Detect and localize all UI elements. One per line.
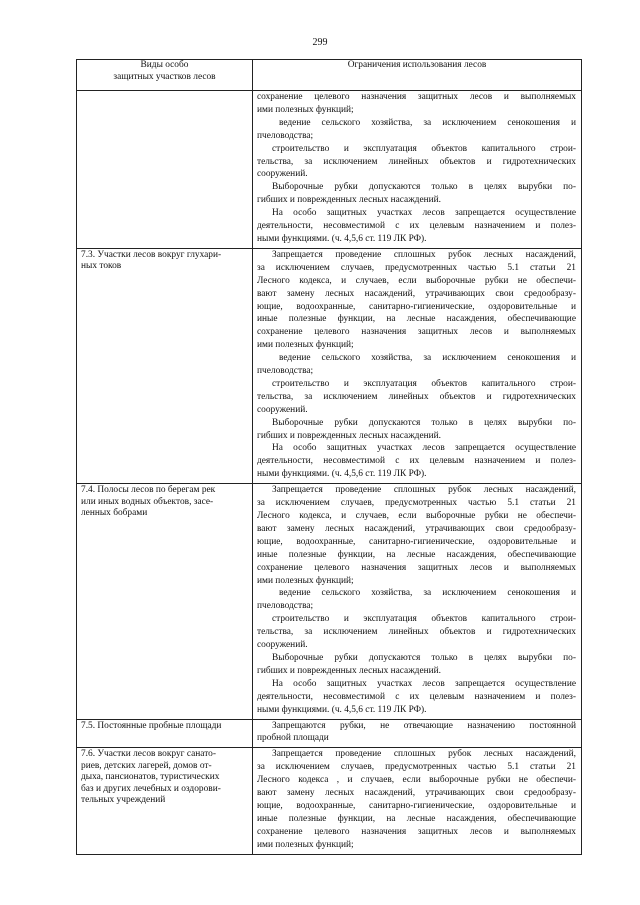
restriction-line: гибших и поврежденных лесных насаждений. <box>257 195 442 206</box>
restriction-cell <box>253 91 582 249</box>
restriction-line: ными функциями. (ч. 4,5,6 ст. 119 ЛК РФ). <box>257 469 427 480</box>
area-type-line: 7.3. Участки лесов вокруг глухари- <box>81 249 222 260</box>
header-col1-line: Виды особо <box>140 60 189 70</box>
restrictions-table <box>76 59 582 855</box>
area-type-line: 7.6. Участки лесов вокруг санато- <box>81 749 216 760</box>
restriction-line: Лесного кодекса, и случаев, если выборочные рубки не обеспечи- <box>257 275 576 286</box>
restriction-line: сохранение целевого назначения защитных лесов и выполняемых <box>257 562 576 573</box>
restriction-line: ведение сельского хозяйства, за исключением сенокошения и <box>279 117 576 128</box>
restriction-line: Запрещается проведение сплошных рубок лесных насаждений, <box>272 749 576 760</box>
restriction-line: строительство и эксплуатация объектов капитального строи- <box>272 378 576 389</box>
restriction-line: вают замену лесных насаждений, утрачивающих свои средообразу- <box>257 788 576 799</box>
restriction-line: Запрещается проведение сплошных рубок лесных насаждений, <box>272 249 576 260</box>
restriction-line: тельства, за исключением линейных объектов и гидротехнических <box>257 391 576 402</box>
restriction-line: ющие, водоохранные, санитарно-гигиенические, оздоровительные и <box>257 301 576 312</box>
restriction-line: ными функциями. (ч. 4,5,6 ст. 119 ЛК РФ). <box>257 233 427 244</box>
restriction-line: за исключением случаев, предусмотренных частью 5.1 статьи 21 <box>257 498 576 509</box>
restriction-line: иные полезные функции, на лесные насаждения, обеспечивающие <box>257 813 576 824</box>
restriction-line: ими полезных функций; <box>257 340 354 351</box>
restriction-line: сохранение целевого назначения защитных лесов и выполняемых <box>257 92 576 102</box>
area-type-line: риев, детских лагерей, домов от- <box>81 760 212 771</box>
restriction-cell <box>253 484 582 719</box>
header-protective-areas <box>77 60 253 91</box>
restriction-line: строительство и эксплуатация объектов капитального строи- <box>272 614 576 625</box>
restriction-line: ными функциями. (ч. 4,5,6 ст. 119 ЛК РФ). <box>257 704 427 715</box>
restriction-line: иные полезные функции, на лесные насаждения, обеспечивающие <box>257 549 576 560</box>
restriction-line: гибших и поврежденных лесных насаждений. <box>257 665 442 676</box>
restriction-line: На особо защитных участках лесов запрещается осуществление <box>272 678 576 689</box>
page-number: 299 <box>312 37 328 48</box>
restriction-line: иные полезные функции, на лесные насаждения, обеспечивающие <box>257 314 576 325</box>
restriction-line: Выборочные рубки допускаются только в целях вырубки по- <box>272 652 576 663</box>
area-type-line: ленных бобрами <box>81 508 148 519</box>
area-type-line: баз и других лечебных и оздорови- <box>81 783 221 794</box>
restriction-line: пчеловодства; <box>257 601 314 612</box>
restriction-line: сохранение целевого назначения защитных лесов и выполняемых <box>257 327 576 338</box>
header-restrictions: Ограничения использования лесов <box>253 60 582 91</box>
table-row <box>77 484 582 719</box>
table-row <box>77 248 582 483</box>
restriction-line: ими полезных функций; <box>257 104 354 115</box>
table-row <box>77 91 582 249</box>
restriction-line: ими полезных функций; <box>257 839 354 850</box>
restriction-line: деятельности, несовместимой с их целевым назначением и полез- <box>257 221 576 232</box>
restriction-line: Запрещается проведение сплошных рубок лесных насаждений, <box>272 485 576 496</box>
restriction-line: ющие, водоохранные, санитарно-гигиенические, оздоровительные и <box>257 536 576 547</box>
restriction-line: сооружений. <box>257 169 308 180</box>
restriction-line: деятельности, несовместимой с их целевым назначением и полез- <box>257 456 576 467</box>
restriction-line: ими полезных функций; <box>257 575 354 586</box>
restriction-line: ющие, водоохранные, санитарно-гигиенические, оздоровительные и <box>257 800 576 811</box>
table-row <box>77 719 582 748</box>
restriction-line: тельства, за исключением линейных объектов и гидротехнических <box>257 156 576 167</box>
restriction-line: сооружений. <box>257 640 308 651</box>
restriction-line: пчеловодства; <box>257 130 314 141</box>
restriction-cell <box>253 748 582 854</box>
restriction-cell <box>253 719 582 748</box>
area-type-line: 7.4. Полосы лесов по берегам рек <box>81 485 216 496</box>
area-type-cell <box>77 484 253 719</box>
restriction-line: Выборочные рубки допускаются только в целях вырубки по- <box>272 182 576 193</box>
restriction-line: вают замену лесных насаждений, утрачивающих свои средообразу- <box>257 523 576 534</box>
table-header-row <box>77 60 582 91</box>
restriction-line: ведение сельского хозяйства, за исключением сенокошения и <box>279 353 576 364</box>
header-col1-line: защитных участков лесов <box>113 71 216 82</box>
restriction-line: пчеловодства; <box>257 366 314 377</box>
area-type-line: или иных водных объектов, засе- <box>81 496 214 507</box>
restriction-line: пробной площади <box>257 733 329 744</box>
restriction-line: Лесного кодекса , и случаев, если выборочные рубки не обеспечи- <box>257 775 576 786</box>
area-type-cell <box>77 248 253 483</box>
restriction-line: за исключением случаев, предусмотренных частью 5.1 статьи 21 <box>257 762 576 773</box>
restriction-line: строительство и эксплуатация объектов капитального строи- <box>272 143 576 154</box>
restriction-line: гибших и поврежденных лесных насаждений. <box>257 430 442 441</box>
restriction-line: ведение сельского хозяйства, за исключением сенокошения и <box>279 588 576 599</box>
area-type-line: ных токов <box>81 261 122 272</box>
table-row <box>77 748 582 854</box>
restriction-cell <box>253 248 582 483</box>
area-type-cell <box>77 91 253 249</box>
area-type-line: дыха, пансионатов, туристических <box>81 772 220 783</box>
restriction-line: сохранение целевого назначения защитных лесов и выполняемых <box>257 826 576 837</box>
restriction-line: Запрещаются рубки, не отвечающие назначению постоянной <box>272 720 576 731</box>
restriction-line: На особо защитных участках лесов запрещается осуществление <box>272 208 576 219</box>
restriction-line: На особо защитных участках лесов запрещается осуществление <box>272 443 576 454</box>
restriction-line: за исключением случаев, предусмотренных частью 5.1 статьи 21 <box>257 262 576 273</box>
area-type-line: 7.5. Постоянные пробные площади <box>81 720 222 731</box>
area-type-cell <box>77 748 253 854</box>
restriction-line: тельства, за исключением линейных объектов и гидротехнических <box>257 627 576 638</box>
restriction-line: сооружений. <box>257 404 308 415</box>
restriction-line: Выборочные рубки допускаются только в целях вырубки по- <box>272 417 576 428</box>
restriction-line: вают замену лесных насаждений, утрачивающих свои средообразу- <box>257 288 576 299</box>
restriction-line: Лесного кодекса, и случаев, если выборочные рубки не обеспечи- <box>257 511 576 521</box>
area-type-line: тельных учреждений <box>81 795 166 806</box>
restriction-line: деятельности, несовместимой с их целевым назначением и полез- <box>257 691 576 702</box>
area-type-cell <box>77 719 253 748</box>
